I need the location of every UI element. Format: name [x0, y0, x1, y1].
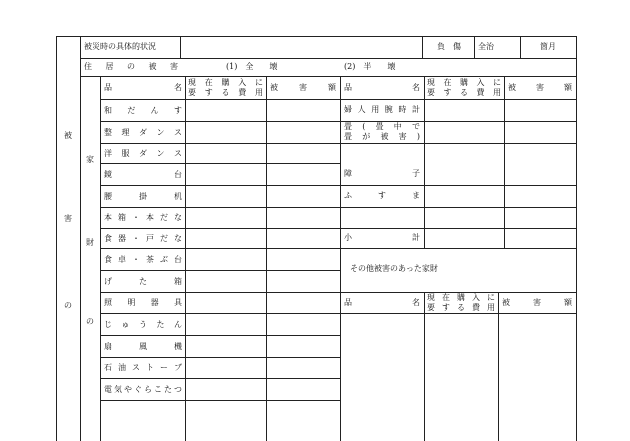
rule-vertical — [100, 76, 101, 441]
right-col-damage-header: 被 害 額 — [508, 82, 572, 92]
right-item-tatami-line2: 畳 が 被 害 ) — [344, 132, 420, 141]
rule-vertical — [56, 36, 57, 441]
right-row-5-purchase-cost[interactable] — [425, 229, 503, 248]
left-item-12: 石 油 ス ト ー ブ — [104, 363, 182, 372]
left-item-5: 本 箱 ・ 本 だ な — [104, 213, 182, 222]
left-item-5-purchase-cost[interactable] — [186, 208, 265, 228]
left-item-2-damage-amount[interactable] — [267, 144, 339, 163]
left-item-10: じ ゅ う た ん — [104, 319, 182, 329]
right-col-purchase-header-line1: 現 在 購 入 に — [427, 77, 501, 87]
situation-label: 被災時の具体的状況 — [84, 42, 156, 51]
rule-vertical — [520, 36, 521, 59]
right-row-0-damage-amount[interactable] — [505, 100, 575, 121]
left-item-13-damage-amount[interactable] — [267, 379, 339, 400]
housing-option-full: (1) 全 壊 — [226, 62, 278, 71]
other-item-field[interactable] — [341, 314, 423, 440]
left-col-purchase-header-line2: 要 す る 費 用 — [188, 87, 263, 97]
right-item-watch: 婦 人 用 腕 時 計 — [344, 105, 420, 114]
housing-damage-label: 住 居 の 被 害 — [84, 62, 178, 71]
left-item-9-damage-amount[interactable] — [267, 293, 339, 313]
right-col-item-header: 品 名 — [344, 82, 420, 92]
right-row-3-purchase-cost[interactable] — [425, 186, 503, 207]
right-item-fusuma: ふ す ま — [344, 191, 420, 200]
other-damage-field[interactable] — [499, 314, 575, 440]
right-row-2-purchase-cost[interactable] — [425, 144, 503, 185]
left-item-1-damage-amount[interactable] — [267, 122, 339, 143]
other-damaged-goods-label: その他被害のあった家財 — [350, 264, 438, 273]
left-item-13: 電 気 や ぐ ら こ た つ — [104, 384, 182, 394]
left-item-12-damage-amount[interactable] — [267, 358, 339, 378]
injury-label: 負 傷 — [437, 42, 461, 51]
other-col-item-header: 品 名 — [344, 297, 420, 307]
other-col-purchase-header-line2: 要 す る 費 用 — [427, 302, 495, 312]
right-item-tatami-line1: 畳 ( 畳 中 で — [344, 122, 420, 131]
right-item-tatami — [344, 123, 420, 141]
left-item-0-damage-amount[interactable] — [267, 100, 339, 121]
left-item-6-damage-amount[interactable] — [267, 229, 339, 248]
left-item-5-damage-amount[interactable] — [267, 208, 339, 228]
left-item-10-damage-amount[interactable] — [267, 314, 339, 335]
left-item-11-damage-amount[interactable] — [267, 336, 339, 357]
rule-horizontal — [340, 248, 577, 249]
household-vertical-char: の — [86, 317, 94, 326]
rule-vertical — [80, 36, 81, 441]
left-item-9-purchase-cost[interactable] — [186, 293, 265, 313]
left-item-6: 食 器 ・ 戸 だ な — [104, 233, 182, 243]
left-col-damage-header: 被 害 額 — [270, 82, 336, 92]
damage-vertical-char: の — [64, 301, 72, 310]
household-vertical-char: 財 — [86, 238, 94, 247]
full-recovery-label: 全治 — [478, 42, 494, 51]
left-item-8-purchase-cost[interactable] — [186, 271, 265, 292]
left-item-1-purchase-cost[interactable] — [186, 122, 265, 143]
left-item-3-damage-amount[interactable] — [267, 164, 339, 185]
right-row-0-purchase-cost[interactable] — [425, 100, 503, 121]
damage-vertical-char: 害 — [64, 214, 72, 223]
left-item-11-purchase-cost[interactable] — [186, 336, 265, 357]
right-row-3-damage-amount[interactable] — [505, 186, 575, 207]
left-item-9: 照 明 器 具 — [104, 298, 182, 307]
left-item-7-purchase-cost[interactable] — [186, 249, 265, 270]
left-item-4-damage-amount[interactable] — [267, 186, 339, 207]
left-item-3: 鏡 台 — [104, 169, 182, 179]
right-row-4-purchase-cost[interactable] — [425, 208, 503, 228]
rule-horizontal — [100, 400, 341, 401]
left-item-0-purchase-cost[interactable] — [186, 100, 265, 121]
left-item-7-damage-amount[interactable] — [267, 249, 339, 270]
right-item-subtotal: 小 計 — [344, 233, 420, 242]
right-row-1-damage-amount[interactable] — [505, 122, 575, 143]
other-col-purchase-header — [427, 293, 495, 312]
housing-option-half: (2) 半 壊 — [344, 62, 396, 71]
left-item-10-purchase-cost[interactable] — [186, 314, 265, 335]
right-row-2-damage-amount[interactable] — [505, 144, 575, 185]
right-item-shoji: 障 子 — [344, 169, 420, 178]
left-col-purchase-header — [188, 77, 263, 98]
left-item-7: 食 卓 ・ 茶 ぶ 台 — [104, 254, 182, 264]
right-col-purchase-header-line2: 要 す る 費 用 — [427, 87, 501, 97]
left-item-12-purchase-cost[interactable] — [186, 358, 265, 378]
left-item-0: 和 だ ん す — [104, 105, 182, 115]
other-col-damage-header: 被 害 額 — [502, 297, 572, 307]
left-item-11: 扇 風 機 — [104, 341, 182, 351]
left-item-6-purchase-cost[interactable] — [186, 229, 265, 248]
right-row-4-damage-amount[interactable] — [505, 208, 575, 228]
left-item-4-purchase-cost[interactable] — [186, 186, 265, 207]
situation-field[interactable] — [181, 37, 421, 57]
left-col-item-header: 品 名 — [104, 82, 182, 92]
left-item-2: 洋 服 ダ ン ス — [104, 148, 182, 158]
damage-vertical-char: 被 — [64, 131, 72, 140]
left-item-3-purchase-cost[interactable] — [186, 164, 265, 185]
right-col-purchase-header — [427, 77, 501, 98]
left-item-4: 腰 掛 机 — [104, 191, 182, 201]
right-row-5-damage-amount[interactable] — [505, 229, 575, 248]
left-item-13-purchase-cost[interactable] — [186, 379, 265, 400]
other-col-purchase-header-line1: 現 在 購 入 に — [427, 292, 495, 302]
weeks-label: 箇月 — [540, 42, 556, 51]
other-purchase-field[interactable] — [425, 314, 497, 440]
left-item-1: 整 理 ダ ン ス — [104, 127, 182, 137]
left-col-purchase-header-line1: 現 在 購 入 に — [188, 77, 263, 87]
left-item-8-damage-amount[interactable] — [267, 271, 339, 292]
rule-vertical — [422, 36, 423, 59]
right-row-1-purchase-cost[interactable] — [425, 122, 503, 143]
rule-vertical — [474, 36, 475, 59]
household-vertical-char: 家 — [86, 155, 94, 164]
rule-vertical — [576, 36, 577, 441]
left-item-2-purchase-cost[interactable] — [186, 144, 265, 163]
left-item-8: げ た 箱 — [104, 276, 182, 286]
